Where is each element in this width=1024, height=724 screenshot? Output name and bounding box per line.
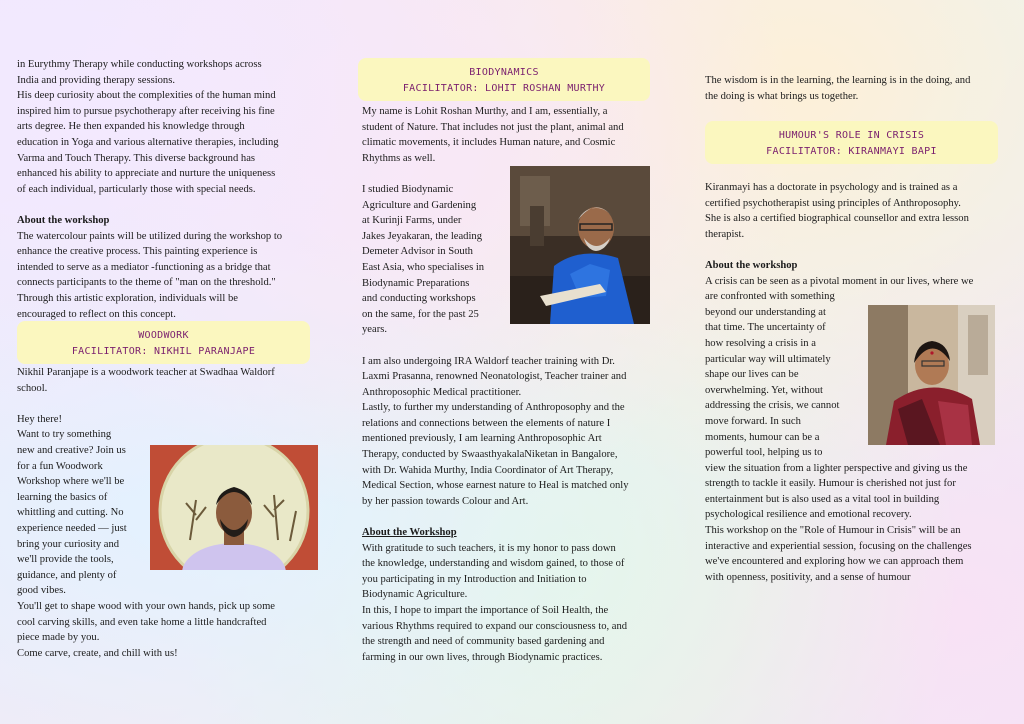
- text-line: Agriculture and Gardening: [362, 199, 477, 211]
- text-line: good vibes.: [17, 585, 66, 597]
- text-line: certified psychotherapist using principles of Anthroposophy.: [705, 197, 961, 209]
- eurythmy-bio: [17, 57, 322, 197]
- text-line: interactive and experiential session, focusing on the challenges: [705, 540, 972, 552]
- text-line: I studied Biodynamic: [362, 183, 454, 195]
- text-line: With gratitude to such teachers, it is my honor to pass down: [362, 542, 616, 554]
- text-line: Biodynamic Preparations: [362, 277, 470, 289]
- text-line: the doing is what brings us together.: [705, 90, 859, 102]
- text-line: encouraged to reflect on this concept.: [17, 308, 176, 320]
- text-line: entertainment but is also used as a vital tool in building: [705, 493, 940, 505]
- text-line: with Dr. Wahida Murthy, India Coordinator of Art Therapy,: [362, 464, 614, 476]
- text-line: we'll provide the tools,: [17, 554, 114, 566]
- column-eurythmy-woodwork: [17, 57, 322, 322]
- humour-banner: [705, 121, 998, 164]
- text-line: Lastly, to further my understanding of Anthroposophy and the: [362, 402, 625, 414]
- woman-portrait-icon: [868, 305, 995, 445]
- biodynamics-facilitator-photo: [510, 166, 650, 324]
- text-line: that time. The uncertainty of: [705, 322, 826, 334]
- humour-facilitator-photo: [868, 305, 995, 445]
- biodynamics-banner: [358, 58, 650, 101]
- humour-final-text: [705, 461, 1010, 586]
- text-line: view the situation from a lighter perspective and giving us the: [705, 462, 968, 474]
- text-line: relations and connections between the elements of nature I: [362, 417, 611, 429]
- text-line: connects participants to the theme of "man on the threshold.": [17, 277, 276, 289]
- text-line: Jakes Jeyakaran, the leading: [362, 230, 483, 242]
- text-line: how resolving a crisis in a: [705, 337, 816, 349]
- man-writing-icon: [510, 166, 650, 324]
- text-line: enhance the creative process. This painting experience is: [17, 246, 258, 258]
- text-line: move forward. In such: [705, 415, 801, 427]
- text-line: in Eurythmy Therapy while conducting workshops across: [17, 59, 262, 70]
- text-line: student of Nature. That includes not just the plant, animal and: [362, 121, 624, 133]
- text-line: addressing the crisis, we cannot: [705, 400, 840, 412]
- humour-about-first-line: A crisis can be seen as a pivotal moment in our lives, where we: [705, 275, 974, 287]
- text-line: on the same, for the past 25: [362, 308, 479, 320]
- text-line: at Kurinji Farms, under: [362, 215, 462, 227]
- text-line: inspired him to pursue psychotherapy after receiving his fine: [17, 105, 275, 117]
- biodynamics-about-text: [362, 541, 662, 666]
- text-line: Nikhil Paranjape is a woodwork teacher at Swadhaa Waldorf: [17, 367, 275, 378]
- text-line: In this, I hope to impart the importance of Soil Health, the: [362, 605, 609, 616]
- woodwork-banner: [17, 321, 310, 364]
- watercolour-about-heading: About the workshop: [17, 214, 110, 226]
- text-line: You'll get to shape wood with your own hands, pick up some: [17, 600, 276, 612]
- text-line: moments, humour can be a: [705, 431, 820, 443]
- text-line: Varma and Touch Therapy. This diverse background has: [17, 152, 256, 164]
- biodynamics-training-text: [362, 354, 662, 510]
- woodwork-intro: [17, 365, 322, 396]
- text-line: whittling and cutting. No: [17, 507, 124, 519]
- text-line: you participating in my Introduction and Initiation to: [362, 573, 587, 585]
- text-line: Kiranmayi has a doctorate in psychology and is trained as a: [705, 182, 958, 193]
- text-line: Therapy, conducted by SwaasthyakalaNiketan in Bangalore,: [362, 449, 618, 461]
- text-line: psychological resilience and emotional recovery.: [705, 509, 912, 521]
- humour-about-heading: About the workshop: [705, 259, 798, 271]
- text-line: shape our lives can be: [705, 369, 799, 381]
- humour-facilitator: FACILITATOR: KIRANMAYI BAPI: [766, 146, 937, 157]
- text-line: Laxmi Prasanna, renowned Neonatologist, Teacher trainer and: [362, 371, 627, 383]
- text-line: overwhelming. Yet, without: [705, 384, 823, 396]
- text-line: Through this artistic exploration, individuals will be: [17, 292, 238, 304]
- text-line: particular way will ultimately: [705, 353, 831, 365]
- man-portrait-icon: [150, 445, 318, 570]
- text-line: therapist.: [705, 228, 745, 240]
- text-line: the knowledge, understanding and wisdom gained, to those of: [362, 558, 625, 570]
- text-line: My name is Lohit Roshan Murthy, and I am, essentially, a: [362, 106, 608, 117]
- biodynamics-about-heading: About the Workshop: [362, 527, 457, 539]
- text-line: school.: [17, 382, 48, 394]
- text-line: are confronted with something: [705, 291, 835, 303]
- text-line: Demeter Advisor in South: [362, 246, 473, 258]
- woodwork-title: WOODWORK: [138, 330, 189, 341]
- biodynamics-intro: [362, 104, 662, 166]
- text-line: Biodynamic Agriculture.: [362, 589, 468, 601]
- biodynamics-facilitator: FACILITATOR: LOHIT ROSHAN MURTHY: [402, 83, 606, 94]
- text-line: intended to serve as a mediator -functioning as a bridge that: [17, 261, 271, 273]
- text-line: the strength and need of community based gardening and: [362, 636, 605, 648]
- text-line: bring your curiosity and: [17, 538, 120, 550]
- humour-bio: [705, 180, 1010, 242]
- text-line: Want to try something: [17, 429, 112, 441]
- text-line: mentioned previously, I am learning Anthroposophic Art: [362, 433, 602, 445]
- column-humour: [705, 73, 1010, 104]
- text-line: by her passion towards Colour and Art.: [362, 495, 529, 507]
- text-line: new and creative? Join us: [17, 444, 126, 456]
- text-line: strength to tackle it easily. Humour is cherished not just for: [705, 478, 956, 490]
- woodwork-facilitator: FACILITATOR: NIKHIL PARANJAPE: [71, 346, 256, 357]
- text-line: and conducting workshops: [362, 293, 476, 305]
- woodwork-final-text: [17, 599, 322, 661]
- text-line: piece made by you.: [17, 632, 100, 644]
- text-line: powerful tool, helping us to: [705, 447, 823, 459]
- woodwork-facilitator-photo: [150, 445, 318, 570]
- text-line: His deep curiosity about the complexities of the human mind: [17, 90, 276, 102]
- text-line: for a fun Woodwork: [17, 460, 103, 472]
- text-line: Medical Section, whose earnest nature to Heal is matched only: [362, 480, 629, 492]
- closing-quote: [705, 73, 1010, 104]
- text-line: various Rhythms required to expand our consciousness to, and: [362, 620, 628, 632]
- text-line: She is also a certified biographical counsellor and extra lesson: [705, 213, 969, 225]
- text-line: Come carve, create, and chill with us!: [17, 647, 178, 659]
- text-line: experience needed — just: [17, 522, 127, 534]
- text-line: Hey there!: [17, 413, 62, 425]
- text-line: I am also undergoing IRA Waldorf teacher training with Dr.: [362, 355, 615, 367]
- watercolour-about-text: [17, 229, 322, 323]
- text-line: we've encountered and exploring how we can approach them: [705, 556, 964, 568]
- text-line: cool carving skills, and even take home a little handcrafted: [17, 616, 267, 628]
- text-line: of each individual, particularly those with special needs.: [17, 183, 256, 195]
- text-line: education in Yoga and various alternative therapies, including: [17, 136, 279, 148]
- text-line: climatic movements, it includes Human nature, and Cosmic: [362, 137, 616, 149]
- text-line: India and providing therapy sessions.: [17, 74, 175, 86]
- text-line: learning the basics of: [17, 491, 108, 503]
- text-line: years.: [362, 324, 387, 336]
- text-line: guidance, and plenty of: [17, 569, 117, 581]
- text-line: East Asia, who specialises in: [362, 261, 485, 273]
- biodynamics-title: BIODYNAMICS: [469, 67, 539, 78]
- text-line: beyond our understanding at: [705, 306, 826, 318]
- text-line: Workshop where we'll be: [17, 476, 125, 488]
- text-line: This workshop on the "Role of Humour in Crisis" will be an: [705, 525, 961, 537]
- text-line: with openness, positivity, and a sense of humour: [705, 571, 911, 583]
- text-line: The watercolour paints will be utilized during the workshop to: [17, 230, 283, 242]
- text-line: arts degree. He then expanded his knowledge through: [17, 121, 245, 133]
- text-line: enhanced his ability to appreciate and nurture the uniqueness: [17, 168, 276, 180]
- humour-title: HUMOUR'S ROLE IN CRISIS: [778, 130, 925, 141]
- text-line: The wisdom is in the learning, the learning is in the doing, and: [705, 75, 971, 86]
- text-line: Rhythms as well.: [362, 152, 436, 164]
- text-line: farming in our own lives, through Biodynamic practices.: [362, 651, 603, 663]
- text-line: Anthroposophic Medical practitioner.: [362, 386, 522, 398]
